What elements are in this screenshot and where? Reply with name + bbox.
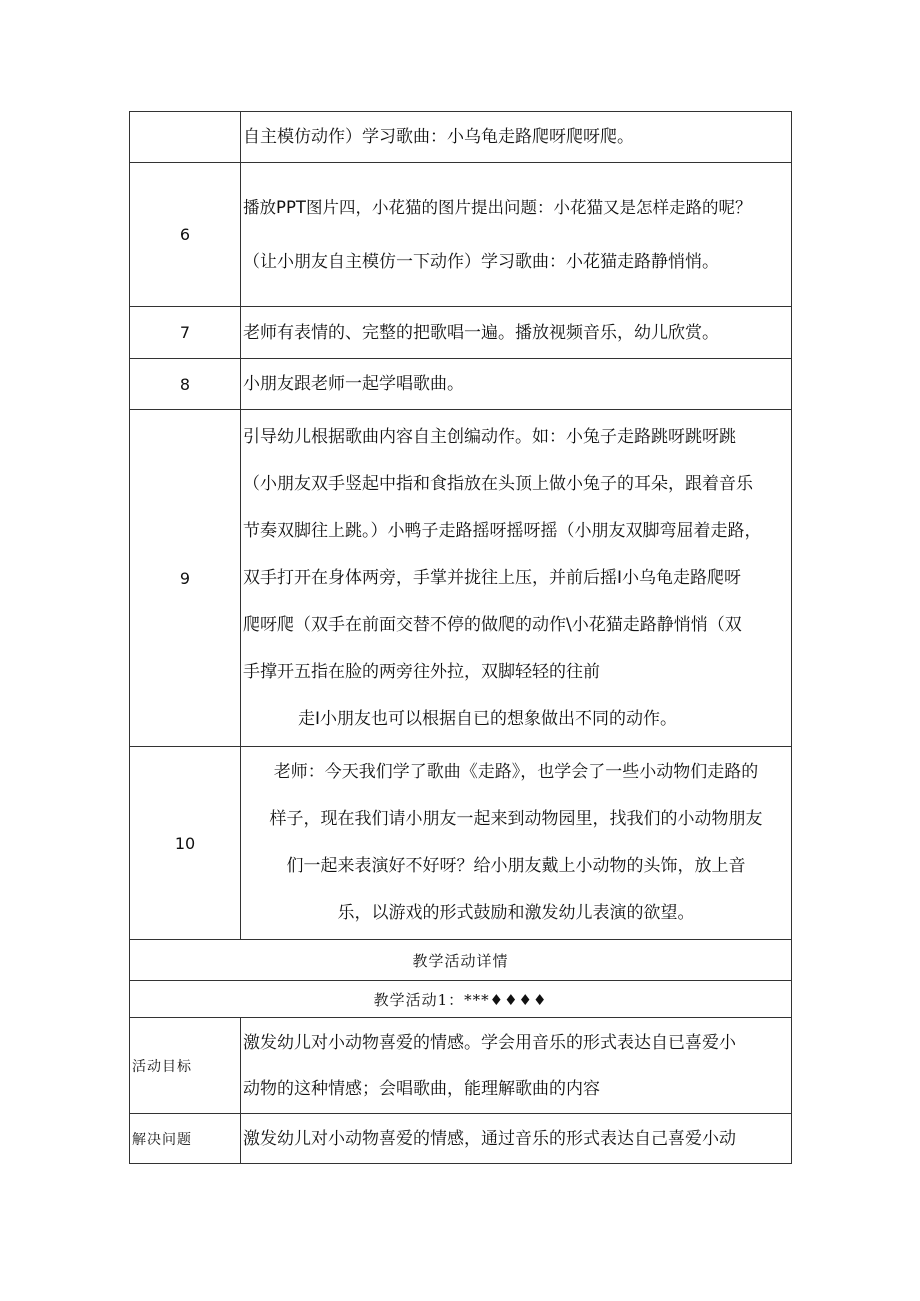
table-row: [130, 359, 792, 410]
problem-label: 解决问题: [130, 1114, 241, 1164]
section-title-row: [130, 940, 792, 981]
goal-content: 激发幼儿对小动物喜爱的情感。学会用音乐的形式表达自已喜爱小 动物的这种情感；会唱歌曲，能理解歌曲的内容: [241, 1018, 792, 1114]
table-row: [130, 747, 792, 940]
table-row: [130, 163, 792, 307]
table-row: [130, 410, 792, 747]
section-title: 教学活动详情: [130, 940, 792, 981]
step-content: 播放PPT图片四，小花猫的图片提出问题：小花猫又是怎样走路的呢？ （让小朋友自主模仿一下动作）学习歌曲：小花猫走路静悄悄。: [241, 163, 792, 307]
step-number: 8: [130, 359, 241, 410]
step-content: 自主模仿动作）学习歌曲：小乌龟走路爬呀爬呀爬。: [241, 112, 792, 163]
lesson-plan-table: [129, 111, 792, 1164]
step-number: 7: [130, 307, 241, 359]
step-number: 10: [130, 747, 241, 940]
step-content: 老师：今天我们学了歌曲《走路》，也学会了一些小动物们走路的 样子，现在我们请小朋友一起来到动物园里，找我们的小动物朋友 们一起来表演好不好呀？给小朋友戴上小动物的头饰，放上音 乐，以游戏的形式鼓励和激发幼儿表演的欲望。: [241, 747, 792, 940]
step-number: 9: [130, 410, 241, 747]
activity-title-row: [130, 981, 792, 1018]
step-content: 老师有表情的、完整的把歌唱一遍。播放视频音乐，幼儿欣赏。: [241, 307, 792, 359]
step-number: 6: [130, 163, 241, 307]
problem-row: [130, 1114, 792, 1164]
problem-content: 激发幼儿对小动物喜爱的情感，通过音乐的形式表达自己喜爱小动: [241, 1114, 792, 1164]
goal-label: 活动目标: [130, 1018, 241, 1114]
activity-title: 教学活动1：***♦♦♦♦: [130, 981, 792, 1018]
step-number: [130, 112, 241, 163]
step-content: 小朋友跟老师一起学唱歌曲。: [241, 359, 792, 410]
table-row: [130, 307, 792, 359]
step-content: 引导幼儿根据歌曲内容自主创编动作。如：小兔子走路跳呀跳呀跳 （小朋友双手竖起中指和食指放在头顶上做小兔子的耳朵，跟着音乐 节奏双脚往上跳。）小鸭子走路摇呀摇呀摇（小朋友双脚弯屈着走路， 双手打开在身体两旁，手掌并拢往上压，并前后摇I小乌龟走路爬呀 爬呀爬（双手在前面交替不停的做爬的动作\小花猫走路静悄悄（双 手撑开五指在脸的两旁往外拉，双脚轻轻的往前 走I小朋友也可以根据自已的想象做出不同的动作。: [241, 410, 792, 747]
table-row: [130, 112, 792, 163]
goal-row: [130, 1018, 792, 1114]
